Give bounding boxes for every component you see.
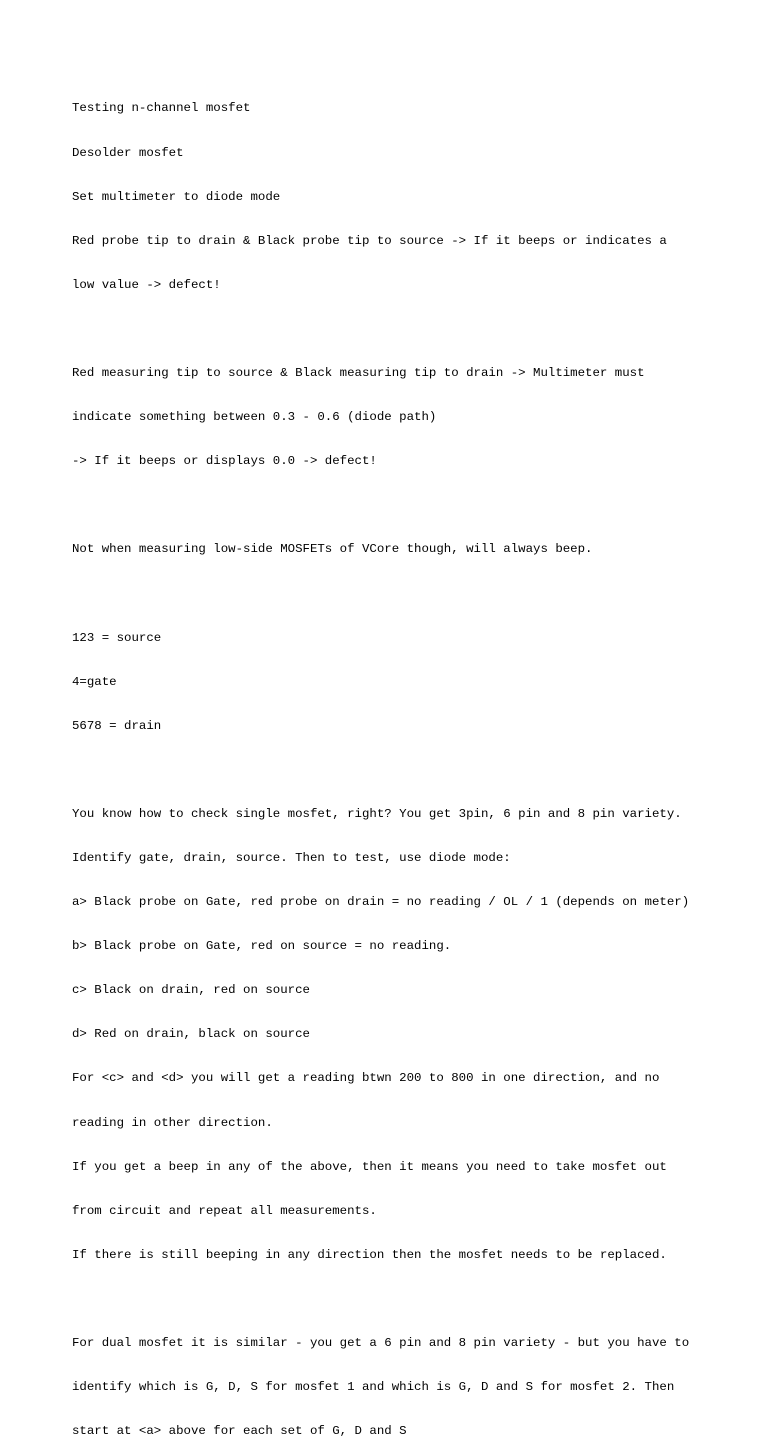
text-line: from circuit and repeat all measurements. — [72, 1203, 377, 1218]
text-line: Set multimeter to diode mode — [72, 189, 281, 204]
text-line: For dual mosfet it is similar - you get a 6 pin and 8 pin variety - but you have to — [72, 1336, 690, 1351]
text-line: start at <a> above for each set of G, D and S — [72, 1424, 407, 1439]
text-line: -> If it beeps or displays 0.0 -> defect! — [72, 454, 377, 469]
text-line: If you get a beep in any of the above, then it means you need to take mosfet out — [72, 1159, 667, 1174]
text-line: a> Black probe on Gate, red probe on drain = no reading / OL / 1 (depends on meter) — [72, 895, 690, 910]
blank-line — [72, 1292, 712, 1307]
blank-line — [72, 586, 712, 601]
text-line: reading in other direction. — [72, 1115, 273, 1130]
text-line: low value -> defect! — [72, 277, 221, 292]
text-line: 5678 = drain — [72, 718, 162, 733]
text-line: Red probe tip to drain & Black probe tip to source -> If it beeps or indicates a — [72, 233, 667, 248]
text-line: You know how to check single mosfet, right? You get 3pin, 6 pin and 8 pin variety. — [72, 806, 682, 821]
text-line: identify which is G, D, S for mosfet 1 and which is G, D and S for mosfet 2. Then — [72, 1380, 675, 1395]
blank-line — [72, 498, 712, 513]
text-line: If there is still beeping in any direction then the mosfet needs to be replaced. — [72, 1247, 667, 1262]
text-line: For <c> and <d> you will get a reading btwn 200 to 800 in one direction, and no — [72, 1071, 660, 1086]
text-line: 4=gate — [72, 674, 117, 689]
text-line: Identify gate, drain, source. Then to test, use diode mode: — [72, 851, 511, 865]
text-line: d> Red on drain, black on source — [72, 1027, 310, 1042]
text-line: 123 = source — [72, 630, 162, 645]
text-line: Testing n-channel mosfet — [72, 101, 251, 116]
blank-line — [72, 763, 712, 778]
text-line: b> Black probe on Gate, red on source = no reading. — [72, 939, 452, 954]
text-line: Desolder mosfet — [72, 145, 184, 160]
blank-line — [72, 322, 712, 337]
text-line: indicate something between 0.3 - 0.6 (diode path) — [72, 410, 437, 425]
text-line: c> Black on drain, red on source — [72, 983, 310, 998]
text-line: Not when measuring low-side MOSFETs of VCore though, will always beep. — [72, 542, 593, 557]
text-line: Red measuring tip to source & Black measuring tip to drain -> Multimeter must — [72, 365, 645, 380]
document-body — [72, 72, 712, 1454]
